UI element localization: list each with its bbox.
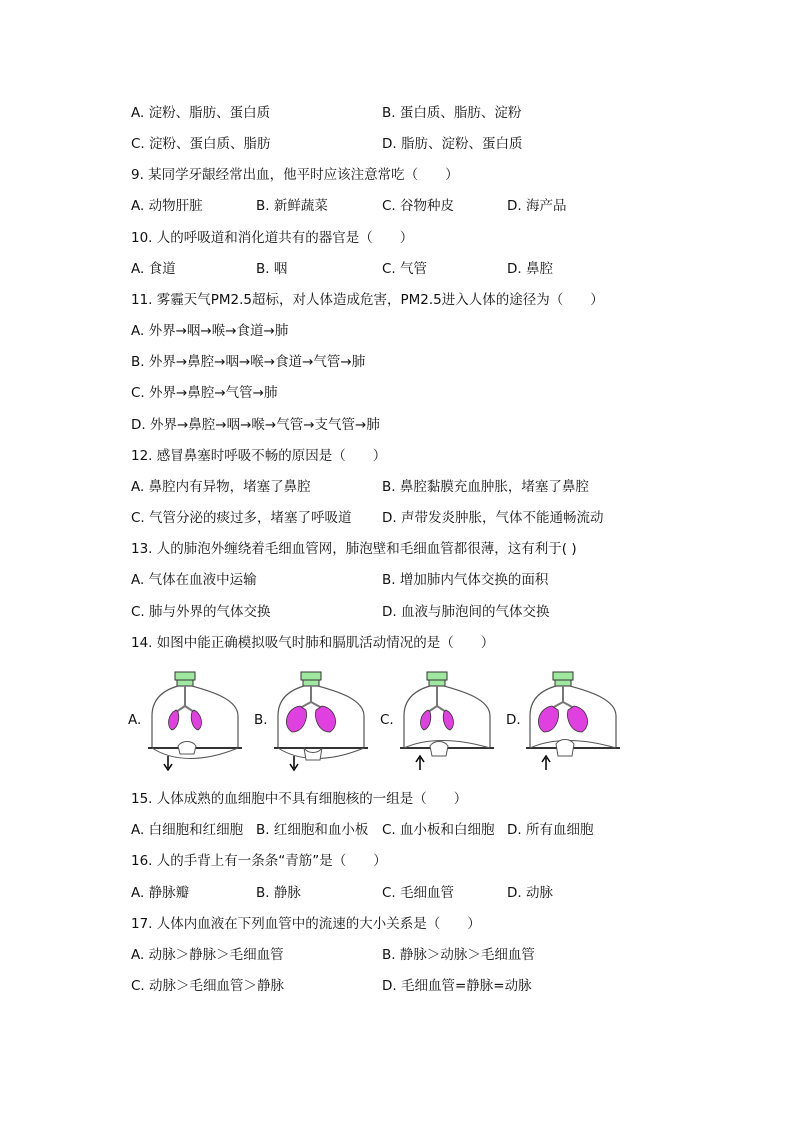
figure-label-c: C.: [380, 712, 394, 728]
q15-option-a: A. 白细胞和红细胞: [131, 822, 244, 838]
bell-jar-b-icon: [270, 668, 370, 778]
q15-option-d: D. 所有血细胞: [507, 822, 594, 838]
q15-stem: 15. 人体成熟的血细胞中不具有细胞核的一组是（ ）: [131, 791, 468, 807]
q9-option-d: D. 海产品: [507, 198, 567, 214]
q10-option-b: B. 咽: [256, 261, 288, 277]
q11-option-b: B. 外界→鼻腔→咽→喉→食道→气管→肺: [131, 354, 366, 370]
q11-stem: 11. 雾霾天气PM2.5超标，对人体造成危害，PM2.5进入人体的途径为（ ）: [131, 292, 604, 308]
figure-option-a: [128, 668, 248, 778]
figure-option-d: [506, 668, 626, 778]
q8-option-a: A. 淀粉、脂肪、蛋白质: [131, 105, 271, 121]
bell-jar-c-icon: [396, 668, 496, 778]
q12-option-d: D. 声带发炎肿胀，气体不能通畅流动: [382, 510, 604, 526]
q10-option-c: C. 气管: [382, 261, 428, 277]
q16-stem: 16. 人的手背上有一条条“青筋”是（ ）: [131, 853, 387, 869]
q13-option-c: C. 肺与外界的气体交换: [131, 604, 271, 620]
q17-option-a: A. 动脉＞静脉＞毛细血管: [131, 947, 284, 963]
q12-option-b: B. 鼻腔黏膜充血肿胀，堵塞了鼻腔: [382, 479, 589, 495]
q14-stem: 14. 如图中能正确模拟吸气时肺和膈肌活动情况的是（ ）: [131, 635, 495, 651]
figure-label-d: D.: [506, 712, 521, 728]
q17-option-c: C. 动脉＞毛细血管＞静脉: [131, 978, 285, 994]
q16-option-c: C. 毛细血管: [382, 885, 455, 901]
q13-option-b: B. 增加肺内气体交换的面积: [382, 572, 549, 588]
q15-option-b: B. 红细胞和血小板: [256, 822, 369, 838]
q9-option-b: B. 新鲜蔬菜: [256, 198, 328, 214]
q13-stem: 13. 人的肺泡外缠绕着毛细血管网，肺泡壁和毛细血管都很薄，这有利于( ): [131, 541, 577, 557]
q16-option-d: D. 动脉: [507, 885, 553, 901]
q13-option-a: A. 气体在血液中运输: [131, 572, 257, 588]
q9-option-a: A. 动物肝脏: [131, 198, 203, 214]
q9-option-c: C. 谷物种皮: [382, 198, 455, 214]
q10-option-d: D. 鼻腔: [507, 261, 553, 277]
bell-jar-d-icon: [522, 668, 622, 778]
q17-option-d: D. 毛细血管=静脉=动脉: [382, 978, 532, 994]
figure-option-b: [254, 668, 374, 778]
q16-option-b: B. 静脉: [256, 885, 301, 901]
bell-jar-figure: [128, 668, 648, 778]
q11-option-c: C. 外界→鼻腔→气管→肺: [131, 385, 278, 401]
q13-option-d: D. 血液与肺泡间的气体交换: [382, 604, 550, 620]
q12-option-c: C. 气管分泌的痰过多，堵塞了呼吸道: [131, 510, 352, 526]
q11-option-d: D. 外界→鼻腔→咽→喉→气管→支气管→肺: [131, 417, 380, 433]
q12-stem: 12. 感冒鼻塞时呼吸不畅的原因是（ ）: [131, 448, 387, 464]
q17-stem: 17. 人体内血液在下列血管中的流速的大小关系是（ ）: [131, 916, 481, 932]
q16-option-a: A. 静脉瓣: [131, 885, 190, 901]
bell-jar-a-icon: [144, 668, 244, 778]
figure-option-c: [380, 668, 500, 778]
q10-stem: 10. 人的呼吸道和消化道共有的器官是（ ）: [131, 230, 414, 246]
q17-option-b: B. 静脉＞动脉＞毛细血管: [382, 947, 535, 963]
q8-option-b: B. 蛋白质、脂肪、淀粉: [382, 105, 522, 121]
q11-option-a: A. 外界→咽→喉→食道→肺: [131, 323, 289, 339]
q15-option-c: C. 血小板和白细胞: [382, 822, 495, 838]
q8-option-c: C. 淀粉、蛋白质、脂肪: [131, 136, 271, 152]
q12-option-a: A. 鼻腔内有异物，堵塞了鼻腔: [131, 479, 311, 495]
figure-label-a: A.: [128, 712, 142, 728]
q8-option-d: D. 脂肪、淀粉、蛋白质: [382, 136, 523, 152]
figure-label-b: B.: [254, 712, 268, 728]
q10-option-a: A. 食道: [131, 261, 176, 277]
q9-stem: 9. 某同学牙龈经常出血，他平时应该注意常吃（ ）: [131, 167, 459, 183]
